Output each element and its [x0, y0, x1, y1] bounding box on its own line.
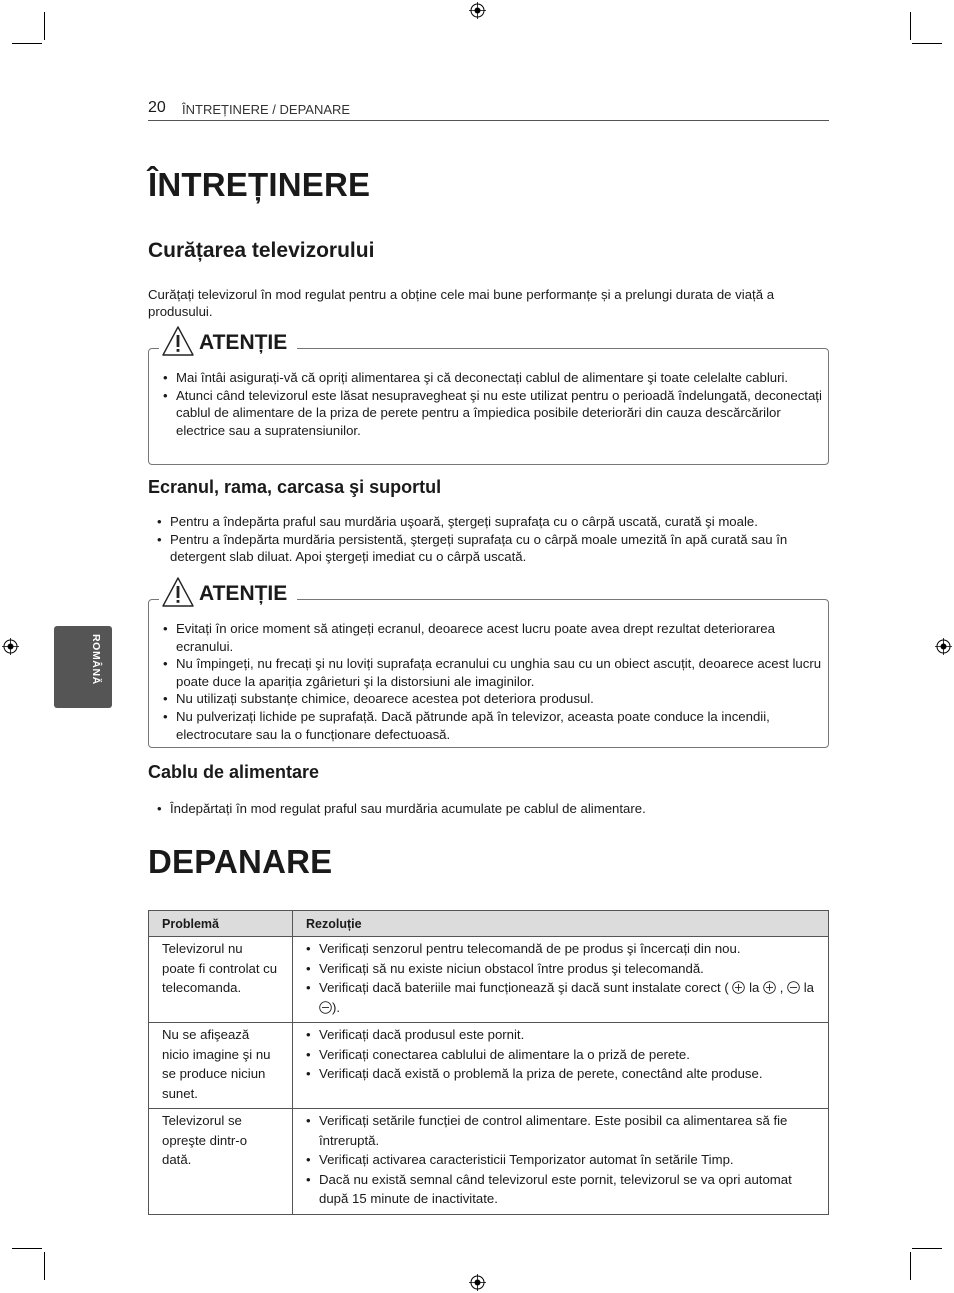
minus-circle-icon [787, 981, 800, 994]
language-tab [54, 626, 112, 708]
list-item: • Verificați să nu existe niciun obstacol între produs şi telecomandă. [306, 959, 815, 979]
caution-box [148, 331, 829, 465]
crop-mark [910, 1252, 911, 1280]
crop-mark [912, 1248, 942, 1249]
battery-text-to: la [800, 980, 814, 995]
running-title: ÎNTREȚINERE / DEPANARE [182, 102, 351, 117]
plus-circle-icon [763, 981, 776, 994]
column-header-resolution: Rezoluție [293, 911, 829, 937]
troubleshooting-table [148, 910, 829, 1215]
warning-triangle-icon [161, 575, 195, 609]
battery-text-sep: , [776, 980, 788, 995]
list-item: • Pentru a îndepărta murdăria persistentă, ştergeți suprafața cu o cârpă moale umezită în apă curată sau în detergent slab diluat. Apoi ştergeți imediat cu o cârpă uscată. [157, 531, 829, 566]
warning-triangle-icon [161, 324, 195, 358]
section-title-maintenance: ÎNTREȚINERE [148, 166, 371, 203]
minus-circle-icon [319, 1001, 332, 1014]
caution-list [163, 620, 823, 743]
caution-header [159, 575, 297, 609]
screen-cleaning-list [157, 513, 829, 566]
registration-mark-icon [2, 638, 19, 655]
registration-mark-icon [469, 2, 486, 19]
list-item: • Mai întâi asigurați-vă că opriți alimentarea şi că deconectați cablul de alimentare şi toate celelalte cabluri. [163, 369, 823, 387]
resolution-cell [293, 1023, 829, 1109]
list-item: • Verificați conectarea cablului de alimentare la o priză de perete. [306, 1045, 815, 1065]
language-tab-label: ROMÂNĂ [90, 634, 102, 685]
list-item: • Verificați dacă produsul este pornit. [306, 1025, 815, 1045]
subsection-title-cleaning: Curățarea televizorului [148, 239, 375, 262]
page-number: 20 [148, 99, 166, 116]
problem-cell: Televizorul nu poate fi controlat cu telecomanda. [149, 937, 293, 1023]
list-item: • Nu pulverizați lichide pe suprafață. Dacă pătrunde apă în televizor, aceasta poate conduce la incendii, electrocutare sau la o funcționare defectuoasă. [163, 708, 823, 743]
list-item: • Verificați senzorul pentru telecomandă de pe produs şi încercați din nou. [306, 939, 815, 959]
page-header [148, 98, 829, 121]
column-header-problem: Problemă [149, 911, 293, 937]
cable-list [157, 800, 829, 818]
list-item: • Nu împingeți, nu frecați şi nu loviți suprafața ecranului cu unghia sau cu un obiect ascuțit, deoarece acest lucru poate duce la apariția zgârieturi şi la distorsiuni ale imaginilor. [163, 655, 823, 690]
subsection-title-screen: Ecranul, rama, carcasa şi suportul [148, 477, 442, 497]
crop-mark [44, 12, 45, 40]
list-item: • Dacă nu există semnal când televizorul este pornit, televizorul se va opri automat după 15 minute de inactivitate. [306, 1170, 815, 1209]
crop-mark [12, 1248, 42, 1249]
battery-text-before: Verificați dacă bateriile mai funcționează şi dacă sunt instalate corect ( [319, 980, 729, 995]
caution-label: ATENȚIE [199, 331, 288, 354]
caution-list [163, 369, 823, 439]
registration-mark-icon [469, 1274, 486, 1291]
list-item: • Verificați dacă există o problemă la priza de perete, conectând alte produse. [306, 1064, 815, 1084]
list-item: • Verificați activarea caracteristicii Temporizator automat în setările Timp. [306, 1150, 815, 1170]
registration-mark-icon [935, 638, 952, 655]
list-item: • Atunci când televizorul este lăsat nesupravegheat şi nu este utilizat pentru o perioadă îndelungată, deconectați cablul de alimentare de la priza de perete pentru a împiedica posibile deteriorări din cauza descărcărilor electrice sau a supratensiunilor. [163, 387, 823, 440]
intro-paragraph: Curățați televizorul în mod regulat pentru a obține cele mai bune performanțe și a prelungi durata de viață a produsului. [148, 287, 775, 320]
battery-text-to: la [745, 980, 764, 995]
crop-mark [44, 1252, 45, 1280]
resolution-cell [293, 937, 829, 1023]
table-row [149, 937, 829, 1023]
resolution-list [306, 1111, 815, 1209]
list-item: • Îndepărtați în mod regulat praful sau murdăria acumulate pe cablul de alimentare. [157, 800, 829, 818]
resolution-list [306, 939, 815, 1017]
list-item: • Evitați în orice moment să atingeți ecranul, deoarece acest lucru poate avea drept rezultat deteriorarea ecranului. [163, 620, 823, 655]
subsection-title-cable: Cablu de alimentare [148, 762, 320, 782]
caution-box [148, 582, 829, 748]
problem-cell: Nu se afişează nicio imagine şi nu se produce niciun sunet. [149, 1023, 293, 1109]
crop-mark [910, 12, 911, 40]
resolution-cell [293, 1109, 829, 1215]
problem-cell: Televizorul se opreşte dintr-o dată. [149, 1109, 293, 1215]
list-item: • Pentru a îndepărta praful sau murdăria uşoară, ştergeți suprafața cu o cârpă uscată, curată şi moale. [157, 513, 829, 531]
caution-header [159, 324, 297, 358]
list-item: • Verificați setările funcției de control alimentare. Este posibil ca alimentarea să fie întreruptă. [306, 1111, 815, 1150]
list-item [306, 978, 815, 1017]
plus-circle-icon [732, 981, 745, 994]
caution-label: ATENȚIE [199, 582, 288, 605]
table-row [149, 1109, 829, 1215]
section-title-troubleshooting: DEPANARE [148, 843, 333, 880]
resolution-list [306, 1025, 815, 1084]
crop-mark [12, 43, 42, 44]
battery-text-after: ). [332, 999, 341, 1015]
crop-mark [912, 43, 942, 44]
list-item: • Nu utilizați substanțe chimice, deoarece acestea pot deteriora produsul. [163, 690, 823, 708]
table-header-row [149, 911, 829, 937]
table-row [149, 1023, 829, 1109]
